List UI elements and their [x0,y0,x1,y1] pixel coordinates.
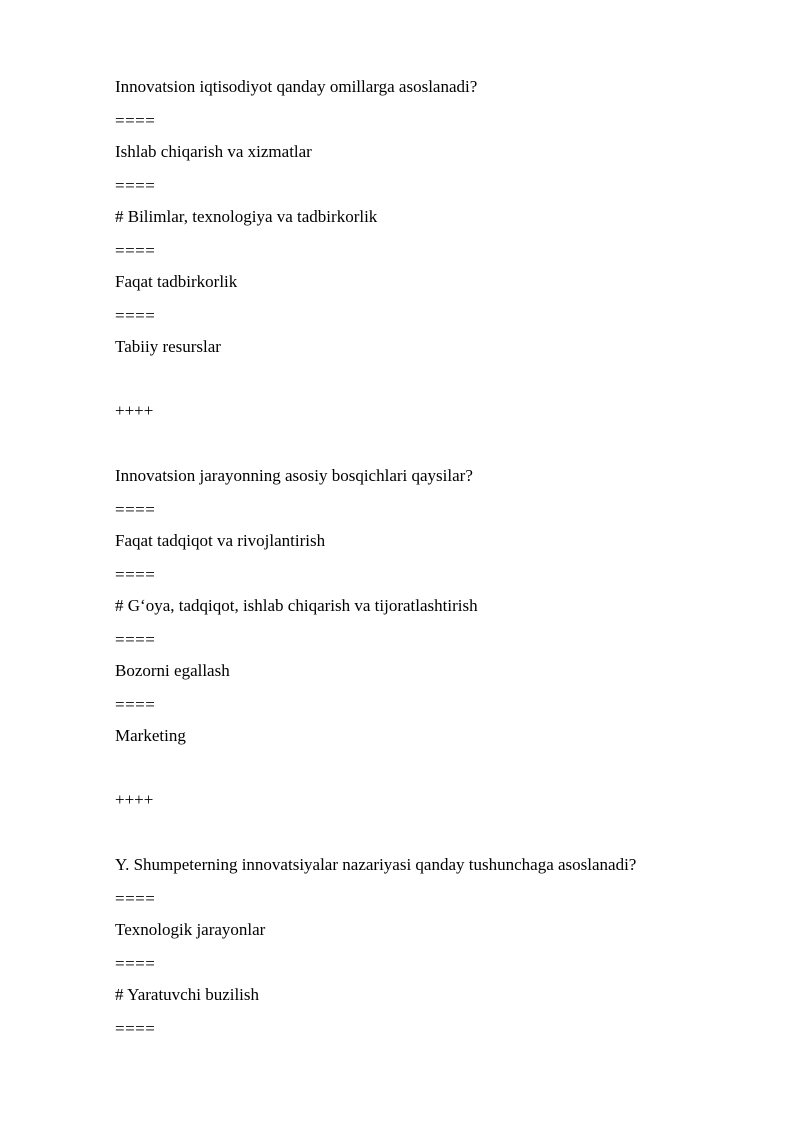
separator: ==== [115,954,156,973]
separator: ==== [115,630,156,649]
option-3-2-correct: # Yaratuvchi buzilish [115,985,260,1004]
separator: ==== [115,889,156,908]
option-2-3: Bozorni egallash [115,661,230,680]
separator: ==== [115,695,156,714]
end-marker-1: ++++ [115,401,154,420]
option-2-1: Faqat tadqiqot va rivojlantirish [115,531,326,550]
option-1-3: Faqat tadbirkorlik [115,272,238,291]
separator: ==== [115,241,156,260]
option-1-4: Tabiiy resurslar [115,337,221,356]
question-3: Y. Shumpeterning innovatsiyalar nazariyasi qanday tushunchaga asoslanadi? [115,855,637,874]
separator: ==== [115,1019,156,1038]
separator: ==== [115,565,156,584]
separator: ==== [115,111,156,130]
separator: ==== [115,500,156,519]
separator: ==== [115,176,156,195]
option-2-2-correct: # G‘oya, tadqiqot, ishlab chiqarish va tijoratlashtirish [115,596,478,615]
question-2: Innovatsion jarayonning asosiy bosqichlari qaysilar? [115,466,473,485]
question-1: Innovatsion iqtisodiyot qanday omillarga asoslanadi? [115,77,478,96]
option-2-4: Marketing [115,726,186,745]
end-marker-2: ++++ [115,790,154,809]
option-1-1: Ishlab chiqarish va xizmatlar [115,142,312,161]
option-3-1: Texnologik jarayonlar [115,920,266,939]
option-1-2-correct: # Bilimlar, texnologiya va tadbirkorlik [115,207,378,226]
separator: ==== [115,306,156,325]
